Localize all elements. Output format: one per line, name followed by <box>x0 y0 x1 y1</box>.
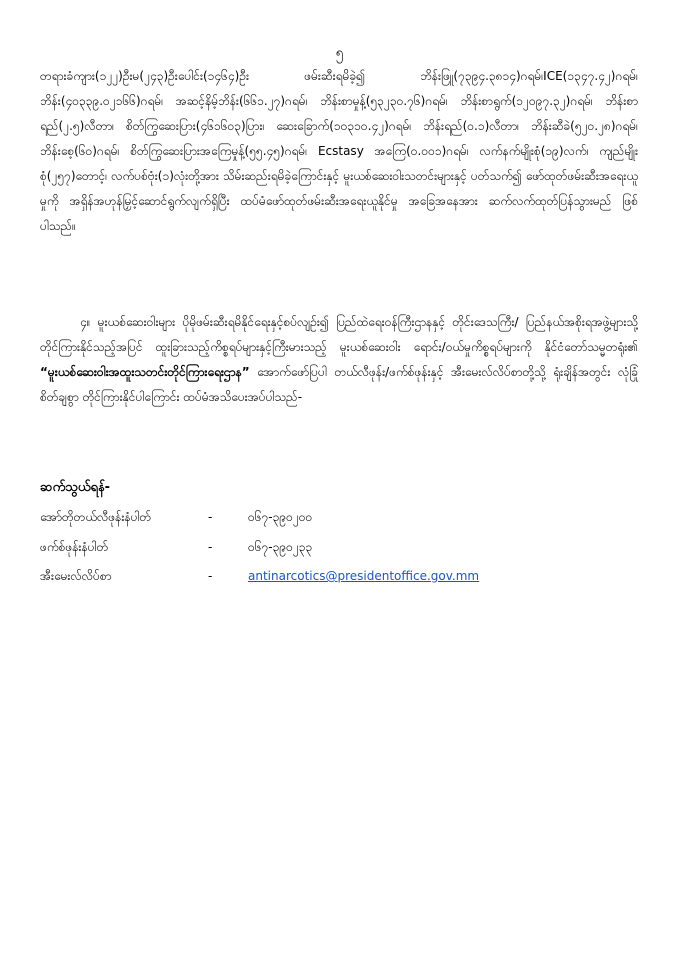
paragraph-reporting-notice <box>40 310 638 410</box>
email-link[interactable]: antinarcotics@presidentoffice.gov.mm <box>248 569 480 583</box>
fax-number: ၀၆၇-၃၉၀၂၃၃ <box>248 540 313 554</box>
email-dash: - <box>208 569 213 583</box>
notice-department-name: “မူးယစ်ဆေးဝါးအထူးသတင်းတိုင်ကြားရေးဌာန” <box>40 365 250 379</box>
email-label: အီးမေးလ်လိပ်စာ <box>40 569 112 583</box>
page-number: ၅ <box>335 45 344 61</box>
contact-row-phone <box>40 506 640 528</box>
phone-dash: - <box>208 510 213 524</box>
contact-row-email <box>40 565 640 587</box>
contact-heading: ဆက်သွယ်ရန်- <box>40 480 111 495</box>
paragraph-seizure-report: တရားခံကျား(၁၂၂)ဦးမ(၂၄၃)ဦးပေါင်း(၁၄၆၄)ဦး ဖမ်းဆီးရမိခဲ့၍ ဘိန်းဖြူ(၇၃၉၄.၃၈၁၄)ဂရမ်၊ICE(၁၃၄၇.၄၂)ဂရမ်၊ ဘိန်း(၄၀၃၃၉.၀၂၁၆၆)ဂရမ်၊ အဆင့်နိမ့်ဘိန်း(၆၆၁.၂၇)ဂရမ်၊ ဘိန်းစာမှုန့်(၅၃၂၃၀.၇၆)ဂရမ်၊ ဘိန်းစာရွက်(၁၂၀၉၇.၃၂)ဂရမ်၊ ဘိန်းစာရည်(၂.၅)လီတာ၊ စိတ်ကြွဆေးပြား(၄၆၁၆၀၃)ပြား၊ ဆေးခြောက်(၁၀၃၁၀.၄၂)ဂရမ်၊ ဘိန်းရည်(၀.၁)လီတာ၊ ဘိန်းဆီခဲ(၅၂၀.၂၈)ဂရမ်၊ ဘိန်းစေ့(၆၀)ဂရမ်၊ စိတ်ကြွဆေးပြားအကြေမှုန့်(၅၅.၄၅)ဂရမ်၊ Ecstasy အကြေ(၀.၀၀၁)ဂရမ်၊ လက်နက်မျိုးစုံ(၁၉)လက်၊ ကျည်မျိုးစုံ(၂၅၇)တောင့်၊ လက်ပစ်ဗုံး(၁)လုံးတို့အား သိမ်းဆည်းရမိခဲ့ကြောင်းနှင့် မူးယစ်ဆေးဝါးသတင်းများနှင့် ပတ်သက်၍ ဖော်ထုတ်ဖမ်းဆီးအရေးယူမှုကို အရှိန်အဟုန်မြှင့်ဆောင်ရွက်လျက်ရှိပြီး ထပ်မံဖော်ထုတ်ဖမ်းဆီးအရေးယူနိုင်မှု အခြေအနေအား ဆက်လက်ထုတ်ပြန်သွားမည် ဖြစ်ပါသည်။ <box>40 69 638 233</box>
phone-label: အော်တိုတယ်လီဖုန်းနံပါတ် <box>40 510 152 524</box>
phone-number: ၀၆၇-၃၉၀၂၀၀ <box>248 510 313 524</box>
fax-label: ဖက်စ်ဖုန်းနံပါတ် <box>40 540 109 554</box>
contact-row-fax <box>40 536 640 558</box>
notice-text-before: ၄။ မူးယစ်ဆေးဝါးများ ပိုမိုဖမ်းဆီးရမိနိုင်ရေးနှင့်စပ်လျဉ်း၍ ပြည်ထဲရေးဝန်ကြီးဌာနနှင့် တိုင်းဒေသကြီး/ ပြည်နယ်အစိုးရအဖွဲ့များသို့ တိုင်ကြားနိုင်သည့်အပြင် ထူးခြားသည့်ကိစ္စရပ်များနှင့်ကြီးမားသည့် မူးယစ်ဆေးဝါး ရောင်း/ဝယ်မှုကိစ္စရပ်များကို နိုင်ငံတော်သမ္မတရုံး၏ <box>40 315 638 354</box>
fax-dash: - <box>208 540 213 554</box>
notice-text-after: အောက်ဖော်ပြပါ တယ်လီဖုန်း/ဖက်စ်ဖုန်းနှင့် အီးမေးလ်လိပ်စာတို့သို့ ရုံးချိန်အတွင်း လုံခြုံစိတ်ချစွာ တိုင်ကြားနိုင်ပါကြောင်း ထပ်မံအသိပေးအပ်ပါသည်- <box>40 365 638 404</box>
